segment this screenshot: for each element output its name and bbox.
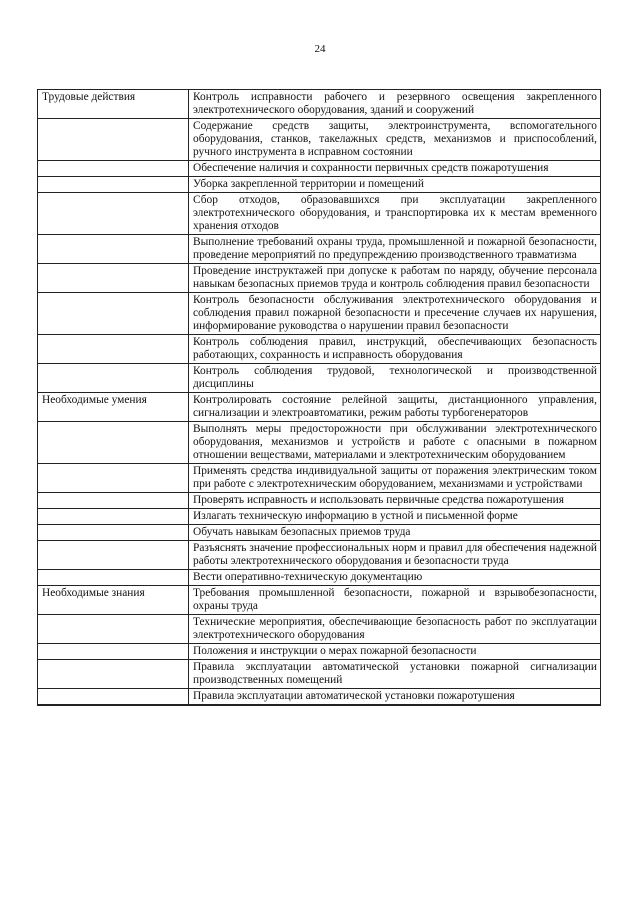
category-cell-empty (38, 644, 189, 660)
category-cell-empty (38, 570, 189, 586)
table-row (38, 193, 601, 235)
table-row (38, 644, 601, 660)
requirement-item: Разъяснять значение профессиональных норм и правил для обеспечения надежной работы электротехнического оборудования и безопасности труда (189, 541, 601, 570)
requirement-item: Применять средства индивидуальной защиты от поражения электрическим током при работе с электротехническим оборудованием, механизмами и устройствами (189, 464, 601, 493)
requirement-item: Сбор отходов, образовавшихся при эксплуатации закрепленного электротехнического оборудования, и транспортировка их к местам временного хранения отходов (189, 193, 601, 235)
section-category: Необходимые умения (38, 393, 189, 422)
requirement-item: Проверять исправность и использовать первичные средства пожаротушения (189, 493, 601, 509)
requirement-item: Излагать техническую информацию в устной и письменной форме (189, 509, 601, 525)
requirement-item: Контроль соблюдения трудовой, технологической и производственной дисциплины (189, 364, 601, 393)
category-cell-empty (38, 177, 189, 193)
requirement-item: Технические мероприятия, обеспечивающие безопасность работ по эксплуатации электротехнического оборудования (189, 615, 601, 644)
table-row (38, 422, 601, 464)
category-cell-empty (38, 264, 189, 293)
table-row (38, 464, 601, 493)
table-row (38, 615, 601, 644)
table-row (38, 119, 601, 161)
requirement-item: Контроль исправности рабочего и резервного освещения закрепленного электротехнического оборудования, зданий и сооружений (189, 90, 601, 119)
table-row (38, 570, 601, 586)
category-cell-empty (38, 615, 189, 644)
table-row (38, 264, 601, 293)
competency-table (37, 89, 601, 706)
section-category: Необходимые знания (38, 586, 189, 615)
category-cell-empty (38, 293, 189, 335)
table-row (38, 689, 601, 706)
requirement-item: Содержание средств защиты, электроинструмента, вспомогательного оборудования, станков, такелажных средств, механизмов и приспособлений, ручного инструмента в исправном состоянии (189, 119, 601, 161)
table-row (38, 335, 601, 364)
category-cell-empty (38, 193, 189, 235)
category-cell-empty (38, 119, 189, 161)
requirement-item: Правила эксплуатации автоматической установки пожарной сигнализации производственных помещений (189, 660, 601, 689)
category-cell-empty (38, 493, 189, 509)
table-row (38, 364, 601, 393)
requirement-item: Контроль соблюдения правил, инструкций, обеспечивающих безопасность работающих, сохранность и исправность оборудования (189, 335, 601, 364)
table-row (38, 493, 601, 509)
requirement-item: Требования промышленной безопасности, пожарной и взрывобезопасности, охраны труда (189, 586, 601, 615)
requirement-item: Проведение инструктажей при допуске к работам по наряду, обучение персонала навыкам безопасных приемов труда и контроль соблюдения правил безопасности (189, 264, 601, 293)
requirement-item: Правила эксплуатации автоматической установки пожаротушения (189, 689, 601, 706)
category-cell-empty (38, 541, 189, 570)
category-cell-empty (38, 689, 189, 706)
table-row (38, 293, 601, 335)
category-cell-empty (38, 335, 189, 364)
table-row (38, 660, 601, 689)
category-cell-empty (38, 660, 189, 689)
requirement-item: Контролировать состояние релейной защиты, дистанционного управления, сигнализации и электроавтоматики, режим работы турбогенераторов (189, 393, 601, 422)
table-row (38, 177, 601, 193)
table-row (38, 161, 601, 177)
category-cell-empty (38, 364, 189, 393)
requirement-item: Выполнять меры предосторожности при обслуживании электротехнического оборудования, механизмов и устройств и работе с опасными в пожарном отношении веществами, материалами и электротехническим оборудованием (189, 422, 601, 464)
category-cell-empty (38, 464, 189, 493)
category-cell-empty (38, 509, 189, 525)
table-row (38, 90, 601, 119)
requirement-item: Выполнение требований охраны труда, промышленной и пожарной безопасности, проведение мероприятий по предупреждению производственного травматизма (189, 235, 601, 264)
table-row (38, 586, 601, 615)
section-category: Трудовые действия (38, 90, 189, 119)
requirement-item: Обучать навыкам безопасных приемов труда (189, 525, 601, 541)
table-row (38, 235, 601, 264)
requirement-item: Уборка закрепленной территории и помещений (189, 177, 601, 193)
requirement-item: Обеспечение наличия и сохранности первичных средств пожаротушения (189, 161, 601, 177)
table-row (38, 525, 601, 541)
table-row (38, 393, 601, 422)
category-cell-empty (38, 235, 189, 264)
requirement-item: Вести оперативно-техническую документацию (189, 570, 601, 586)
table-row (38, 509, 601, 525)
category-cell-empty (38, 525, 189, 541)
requirement-item: Положения и инструкции о мерах пожарной безопасности (189, 644, 601, 660)
page-number: 24 (314, 43, 326, 55)
requirement-item: Контроль безопасности обслуживания электротехнического оборудования и соблюдения правил пожарной безопасности и пресечение случаев их нарушения, информирование руководства о нарушении правил безопасности (189, 293, 601, 335)
table-row (38, 541, 601, 570)
category-cell-empty (38, 422, 189, 464)
category-cell-empty (38, 161, 189, 177)
